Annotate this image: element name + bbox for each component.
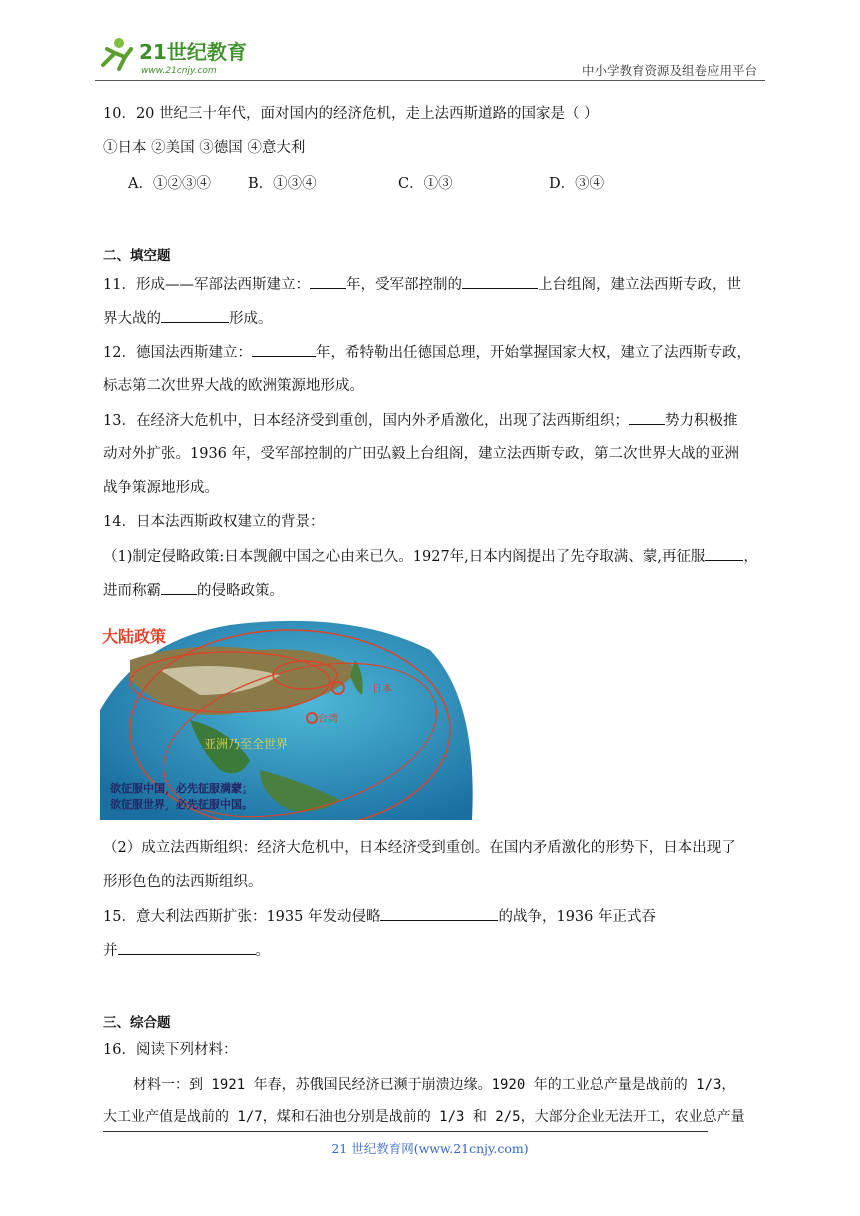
blank — [252, 342, 316, 357]
q14-s2-line1: （2）成立法西斯组织：经济大危机中，日本经济受到重创。在国内矛盾激化的形势下，日本出现了 — [103, 840, 736, 856]
blank — [629, 410, 665, 425]
q14-s1-line2: 进而称霸 的侵略政策。 — [103, 580, 758, 601]
q10-option-a: A．①②③④ — [128, 176, 211, 192]
q13-line2: 动对外扩张。1936 年，受军部控制的广田弘毅上台组阁，建立法西斯专政，第二次世界大战的亚洲 — [103, 446, 740, 462]
q10-option-b: B．①③④ — [248, 176, 317, 192]
map-title: 大陆政策 — [102, 627, 167, 646]
header-divider — [95, 80, 765, 81]
q15-line1: 15．意大利法西斯扩张：1935 年发动侵略 的战争，1936 年正式吞 — [103, 906, 758, 927]
q14-s1-line1: （1)制定侵略政策:日本觊觎中国之心由来已久。1927年,日本内阁提出了先夺取满、蒙,再征服 ， — [103, 546, 758, 567]
q14-stem: 14．日本法西斯政权建立的背景： — [103, 514, 325, 530]
label-japan: 日本 — [372, 684, 392, 695]
continental-policy-map — [100, 620, 478, 820]
platform-name: 中小学教育资源及组卷应用平台 — [581, 63, 757, 78]
svg-text:21世纪教育: 21世纪教育 — [139, 40, 247, 64]
svg-text:www.21cnjy.com: www.21cnjy.com — [141, 66, 217, 76]
material-1-line2: 大工业产值是战前的 1/7，煤和石油也分别是战前的 1/3 和 2/5，大部分企业无法开工，农业总产量 — [103, 1109, 745, 1125]
section-3-title: 三、综合题 — [103, 1015, 171, 1031]
q13-line3: 战争策源地形成。 — [103, 480, 219, 496]
blank — [462, 274, 538, 289]
q16-stem: 16．阅读下列材料： — [103, 1042, 238, 1058]
footer-link[interactable]: 21 世纪教育网(www.21cnjy.com) — [331, 1141, 529, 1156]
blank — [380, 906, 498, 921]
q11-line2: 界大战的 形成。 — [103, 308, 758, 329]
runner-icon — [103, 38, 131, 69]
footer-divider — [103, 1131, 708, 1132]
site-logo — [95, 35, 265, 79]
material-1-line1: 材料一：到 1921 年春，苏俄国民经济已濒于崩溃边缘。1920 年的工业总产量是战前的 1/3， — [133, 1077, 736, 1093]
q11-line1: 11．形成——军部法西斯建立： 年，受军部控制的 上台组阁，建立法西斯专政，世 — [103, 274, 758, 295]
blank — [161, 580, 197, 595]
section-2-title: 二、填空题 — [103, 248, 171, 264]
slogan-2: 欲征服世界，必先征服中国。 — [110, 798, 253, 811]
q12-line1: 12．德国法西斯建立： 年，希特勒出任德国总理，开始掌握国家大权，建立了法西斯专政， — [103, 342, 758, 363]
blank — [118, 940, 256, 955]
label-world: 亚洲乃至全世界 — [204, 737, 289, 751]
blank — [310, 274, 346, 289]
blank — [705, 546, 743, 561]
label-taiwan: 台湾 — [318, 714, 338, 725]
q10-stem: 10．20 世纪三十年代，面对国内的经济危机，走上法西斯道路的国家是（ ） — [103, 106, 599, 122]
q13-line1: 13．在经济大危机中，日本经济受到重创，国内外矛盾激化，出现了法西斯组织； 势力积极推 — [103, 410, 758, 431]
q15-line2: 并 。 — [103, 940, 758, 961]
q10-items: ①日本 ②美国 ③德国 ④意大利 — [103, 140, 306, 156]
slogan-1: 欲征服中国，必先征服满蒙； — [110, 782, 253, 795]
q12-line2: 标志第二次世界大战的欧洲策源地形成。 — [103, 378, 364, 394]
q10-option-c: C．①③ — [398, 176, 453, 192]
blank — [161, 308, 229, 323]
q14-s2-line2: 形形色色的法西斯组织。 — [103, 874, 263, 890]
q10-option-d: D．③④ — [549, 176, 605, 192]
